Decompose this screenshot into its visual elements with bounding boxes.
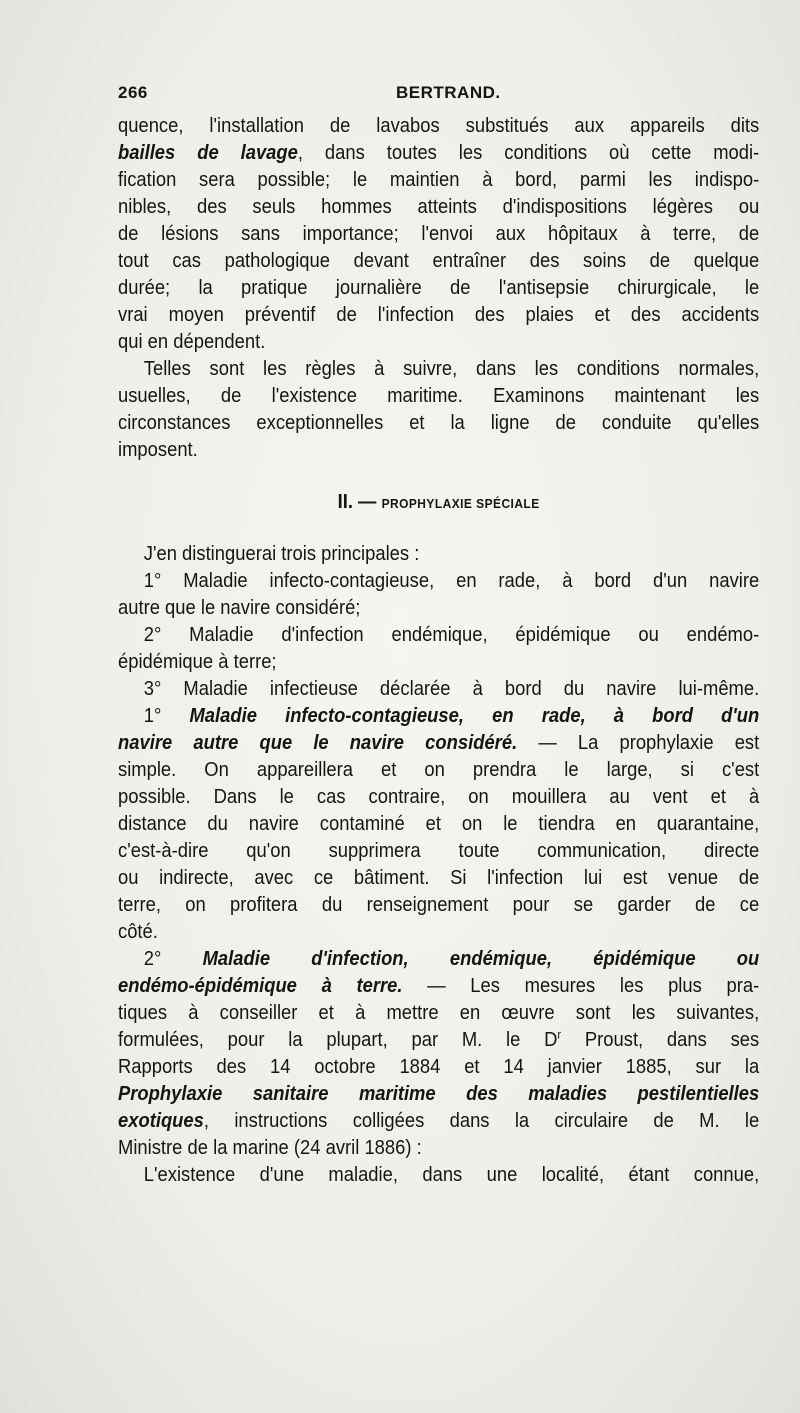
running-title: BERTRAND.: [396, 83, 501, 102]
text-line: [118, 541, 759, 568]
text-segment: PROPHYLAXIE SPÉCIALE: [381, 496, 540, 511]
text-line: [118, 1162, 759, 1189]
section-heading: [118, 489, 759, 516]
paragraph-gap: [118, 516, 759, 541]
text-line: [118, 1054, 759, 1081]
text-line: [118, 919, 759, 946]
text-segment: de lésions sans importance; l'envoi aux hôpitaux à terre, de: [118, 223, 760, 245]
text-segment: épidémique à terre;: [118, 651, 277, 673]
superscript: r: [557, 1027, 562, 1042]
text-line: [118, 437, 759, 464]
text-segment: ou indirecte, avec ce bâtiment. Si l'infection lui est venue de: [118, 867, 760, 889]
text-segment: vrai moyen préventif de l'infection des plaies et des accidents: [118, 304, 760, 326]
text-segment: Telles sont les règles à suivre, dans les conditions normales,: [143, 358, 760, 380]
text-line: [118, 568, 759, 595]
text-segment: Rapports des 14 octobre 1884 et 14 janvier 1885, sur la: [118, 1056, 760, 1078]
text-segment: , instructions colligées dans la circulaire de M. le: [203, 1110, 760, 1132]
text-segment: simple. On appareillera et on prendra le large, si c'est: [118, 759, 760, 781]
text-line: [118, 194, 759, 221]
text-line: [118, 865, 759, 892]
text-segment: II. —: [337, 491, 382, 513]
text-segment: L'existence d'une maladie, dans une localité, étant connue,: [143, 1164, 760, 1186]
text-line: [118, 703, 759, 730]
text-line: [118, 275, 759, 302]
text-segment: distance du navire contaminé et on le tiendra en quarantaine,: [118, 813, 760, 835]
text-segment: 2° Maladie d'infection endémique, épidémique ou endémo-: [143, 624, 760, 646]
text-line: [118, 1027, 759, 1054]
italic-segment: navire autre que le navire considéré.: [118, 732, 518, 754]
italic-segment: Maladie infecto-contagieuse, en rade, à bord d'un: [189, 705, 760, 727]
text-segment: terre, on profitera du renseignement pour se garder de ce: [118, 894, 760, 916]
text-line: [118, 892, 759, 919]
text-segment: 1°: [143, 705, 190, 727]
page-number: 266: [118, 83, 148, 102]
text-line: [118, 302, 759, 329]
text-segment: 2°: [143, 948, 203, 970]
text-line: [118, 383, 759, 410]
text-segment: 1° Maladie infecto-contagieuse, en rade, à bord d'un navire: [143, 570, 760, 592]
text-segment: , dans toutes les conditions où cette modi-: [297, 142, 760, 164]
body-text: [118, 113, 759, 1189]
text-line: [118, 784, 759, 811]
text-segment: quence, l'installation de lavabos substitués aux appareils dits: [118, 115, 760, 137]
text-segment: formulées, pour la plupart, par M. le D: [118, 1029, 558, 1051]
italic-segment: Prophylaxie sanitaire maritime des maladies pestilentielles: [118, 1083, 760, 1105]
text-line: [118, 1081, 759, 1108]
text-line: [118, 811, 759, 838]
text-line: [118, 113, 759, 140]
text-segment: tiques à conseiller et à mettre en œuvre sont les suivantes,: [118, 1002, 760, 1024]
text-segment: 3° Maladie infectieuse déclarée à bord du navire lui-même.: [143, 678, 760, 700]
text-segment: J'en distinguerai trois principales :: [143, 543, 420, 565]
italic-segment: exotiques: [118, 1110, 204, 1132]
text-line: [118, 329, 759, 356]
text-segment: imposent.: [118, 439, 198, 461]
italic-segment: bailles de lavage: [118, 142, 298, 164]
text-line: [118, 1000, 759, 1027]
text-line: [118, 622, 759, 649]
text-segment: nibles, des seuls hommes atteints d'indispositions légères ou: [118, 196, 760, 218]
page-header: [118, 79, 758, 109]
text-line: [118, 838, 759, 865]
text-line: [118, 356, 759, 383]
text-segment: autre que le navire considéré;: [118, 597, 361, 619]
text-line: [118, 946, 759, 973]
text-line: [118, 248, 759, 275]
text-line: [118, 595, 759, 622]
text-segment: Proust, dans ses: [561, 1029, 760, 1051]
text-segment: — La prophylaxie est: [517, 732, 760, 754]
text-segment: circonstances exceptionnelles et la ligne de conduite qu'elles: [118, 412, 760, 434]
text-segment: qui en dépendent.: [118, 331, 266, 353]
text-line: [118, 167, 759, 194]
italic-segment: Maladie d'infection, endémique, épidémique ou: [202, 948, 760, 970]
text-line: [118, 410, 759, 437]
text-line: [118, 1135, 759, 1162]
text-segment: tout cas pathologique devant entraîner des soins de quelque: [118, 250, 760, 272]
text-segment: Ministre de la marine (24 avril 1886) :: [118, 1137, 422, 1159]
text-line: [118, 973, 759, 1000]
text-line: [118, 649, 759, 676]
text-line: [118, 757, 759, 784]
text-segment: fication sera possible; le maintien à bord, parmi les indispo-: [118, 169, 760, 191]
paragraph-gap: [118, 464, 759, 489]
text-segment: usuelles, de l'existence maritime. Examinons maintenant les: [118, 385, 760, 407]
text-line: [118, 140, 759, 167]
text-line: [118, 221, 759, 248]
text-line: [118, 1108, 759, 1135]
italic-segment: endémo-épidémique à terre.: [118, 975, 403, 997]
text-line: [118, 730, 759, 757]
text-segment: durée; la pratique journalière de l'antisepsie chirurgicale, le: [118, 277, 760, 299]
text-line: [118, 676, 759, 703]
text-segment: possible. Dans le cas contraire, on mouillera au vent et à: [118, 786, 760, 808]
text-segment: c'est-à-dire qu'on supprimera toute communication, directe: [118, 840, 760, 862]
text-segment: — Les mesures les plus pra-: [402, 975, 760, 997]
text-segment: côté.: [118, 921, 158, 943]
